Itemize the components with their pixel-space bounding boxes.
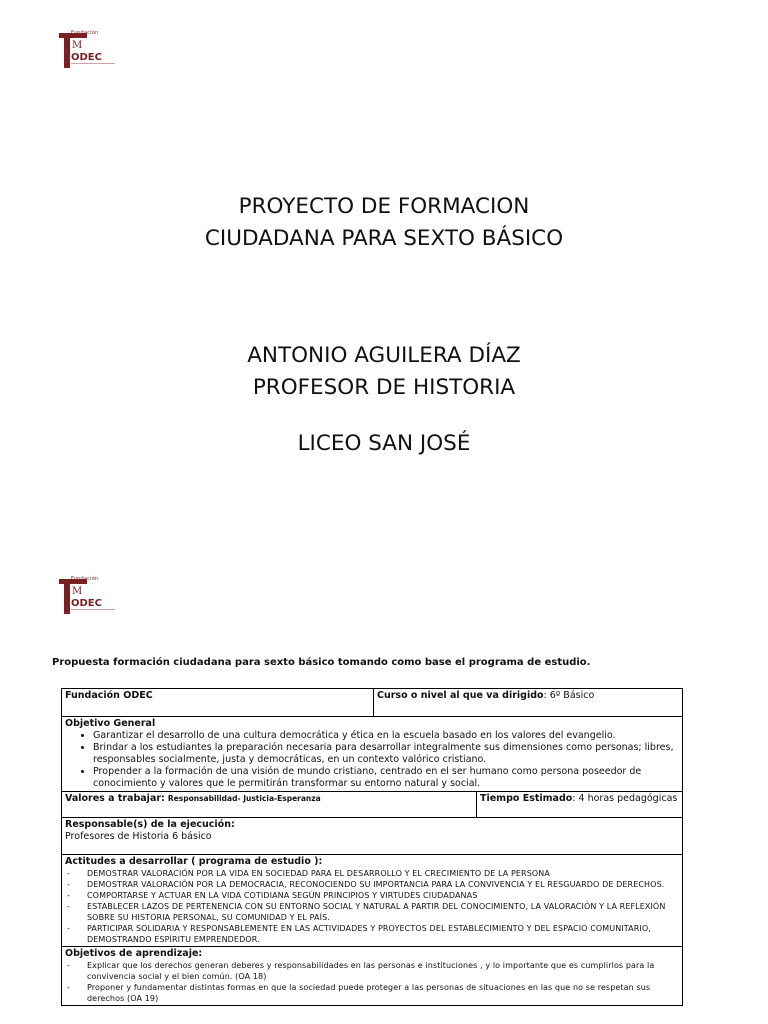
author-block [0,340,768,404]
logo-cross-vertical [64,580,70,614]
odec-logo [58,30,116,70]
objetivo-general-item: • Brindar a los estudiantes la preparación necesaria para desarrollar integralmente sus dimensiones como personas; libres, responsables socialmente, justa y democráticas, en un contexto valórico cristiano. [93,742,679,766]
project-title [0,191,768,255]
objetivo-general-item: • Garantizar el desarrollo de una cultura democrática y ética en la escuela basado en los valores del evangelio. [93,730,679,742]
curso-label: Curso o nivel al que va dirigido [377,690,544,701]
row-actitudes [62,855,682,947]
logo-mid-letter: M [72,40,83,51]
objetivos-list [65,960,679,1004]
tiempo-cell [476,792,682,817]
row-objetivo-general [62,717,682,792]
objetivo-general-list [65,730,679,790]
actitudes-label: Actitudes a desarrollar ( programa de estudio ): [65,856,323,867]
logo-cross-vertical [64,34,70,68]
objetivo-general-label: Objetivo General [65,718,156,729]
intro-text: Propuesta formación ciudadana para sexto básico tomando como base el programa de estudio. [52,657,591,668]
project-title-line2: CIUDADANA PARA SEXTO BÁSICO [204,226,564,251]
row-fundacion-curso [62,689,682,717]
school-name [0,428,768,460]
valores-cell [62,792,476,817]
actitud-item: - DEMOSTRAR VALORACIÓN POR LA DEMOCRACIA, RECONOCIENDO SU IMPORTANCIA PARA LA CONVIVENCIA Y EL RESGUARDO DE DERECHOS. [65,879,679,890]
logo-underline [71,609,115,610]
actitudes-list [65,868,679,945]
tiempo-value: : 4 horas pedagógicas [572,793,678,804]
school-name-text: LICEO SAN JOSÉ [297,431,471,456]
actitud-item: - ESTABLECER LAZOS DE PERTENENCIA CON SU ENTORNO SOCIAL Y NATURAL A PARTIR DEL CONOCIMIENTO, LA VALORACIÓN Y LA REFLEXIÓN SOBRE SU HISTORIA PERSONAL, SU COMUNIDAD Y EL PAÍS. [65,901,679,923]
objetivo-general-item: • Propender a la formación de una visión de mundo cristiano, centrado en el ser humano como persona poseedor de conocimiento y valores que le permitirán transformar su entorno natural y social. [93,766,679,790]
objetivo-item: - Proponer y fundamentar distintas formas en que la sociedad puede proteger a las personas de situaciones en las que no se respetan sus derechos (OA 19) [65,982,679,1004]
logo-top-word: Fundación [71,30,99,36]
planning-table [61,688,683,1006]
author-name: ANTONIO AGUILERA DÍAZ [247,343,521,368]
odec-logo-second [58,576,116,616]
valores-value: Responsabilidad- Justicia-Esperanza [167,794,321,803]
logo-name: ODEC [71,52,102,63]
valores-label: Valores a trabajar: [65,793,165,804]
objetivos-label: Objetivos de aprendizaje: [65,948,203,959]
row-objetivos [62,947,682,1005]
logo-underline [71,63,115,64]
responsables-label: Responsable(s) de la ejecución: [65,819,235,830]
actitud-item: - PARTICIPAR SOLIDARIA Y RESPONSABLEMENTE EN LAS ACTIVIDADES Y PROYECTOS DEL ESTABLECIMIENTO Y DEL ESPACIO COMUNITARIO, DEMOSTRANDO ESPÍRITU EMPRENDEDOR. [65,923,679,945]
fundacion-cell: Fundación ODEC [65,690,153,701]
project-title-line1: PROYECTO DE FORMACION [238,194,530,219]
author-role: PROFESOR DE HISTORIA [252,375,516,400]
actitud-item: - DEMOSTRAR VALORACIÓN POR LA VIDA EN SOCIEDAD PARA EL DESARROLLO Y EL CRECIMIENTO DE LA PERSONA [65,868,679,879]
logo-name: ODEC [71,598,102,609]
row-responsables [62,818,682,855]
tiempo-label: Tiempo Estimado [480,793,573,804]
logo-mid-letter: M [72,586,83,597]
curso-value: : 6º Básico [543,690,595,701]
actitud-item: - COMPORTARSE Y ACTUAR EN LA VIDA COTIDIANA SEGÚN PRINCIPIOS Y VIRTUDES CIUDADANAS [65,890,679,901]
curso-cell [373,689,682,716]
logo-top-word: Fundación [71,576,99,582]
responsables-value: Profesores de Historia 6 básico [65,831,212,842]
objetivo-item: - Explicar que los derechos generan deberes y responsabilidades en las personas e instituciones , y lo importante que es cumplirlos para la convivencia social y el bien común. (OA 18) [65,960,679,982]
row-valores-tiempo [62,792,682,818]
